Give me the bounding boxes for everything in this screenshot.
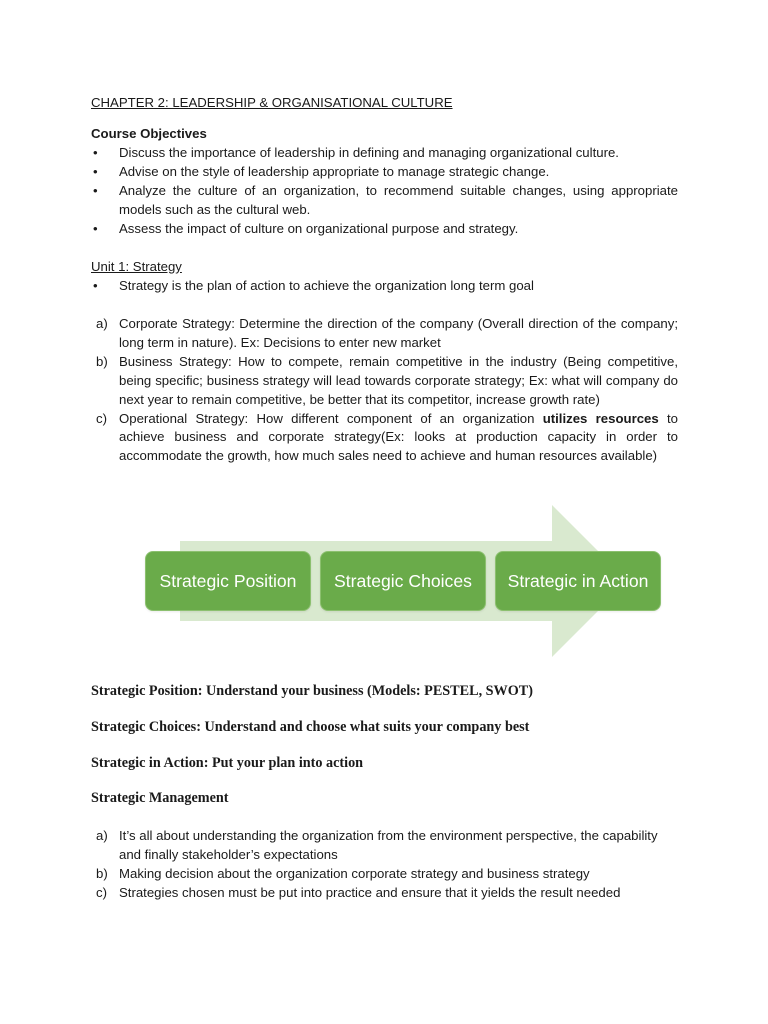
management-item: c) Strategies chosen must be put into practice and ensure that it yields the result needed xyxy=(96,884,621,900)
step-strategic-in-action: Strategic in Action xyxy=(495,551,661,611)
objective-item: • Advise on the style of leadership appropriate to manage strategic change. xyxy=(91,163,678,182)
definition-strategic-position: Strategic Position: Understand your business (Models: PESTEL, SWOT) xyxy=(91,683,533,699)
definition-strategic-choices: Strategic Choices: Understand and choose what suits your company best xyxy=(91,719,530,735)
bullet-icon: • xyxy=(93,278,98,293)
emphasis-text: utilizes resources xyxy=(542,410,659,426)
objective-item: • Analyze the culture of an organization, to recommend suitable changes, using appropriate models such as the cultural web. xyxy=(93,182,678,217)
strategy-type-item: b) Business Strategy: How to compete, remain competitive in the industry (Being competitive, being specific; business strategy will lead towards corporate strategy; Ex: what will company do next year to remain competitive, be better that its competitor, increase growth rate) xyxy=(96,353,678,407)
step-strategic-position: Strategic Position xyxy=(145,551,311,611)
strategic-management-heading: Strategic Management xyxy=(91,790,229,806)
strategy-type-item: a) Corporate Strategy: Determine the direction of the company (Overall direction of the company; long term in nature). Ex: Decisions to enter new market xyxy=(96,316,678,350)
strategy-process-diagram xyxy=(140,505,670,657)
strategy-types-list xyxy=(91,315,678,466)
course-objectives-list xyxy=(91,144,678,239)
chapter-title: CHAPTER 2: LEADERSHIP & ORGANISATIONAL CULTURE xyxy=(91,95,453,110)
management-item: b) Making decision about the organization corporate strategy and business strategy xyxy=(96,865,590,881)
unit1-bullet: • Strategy is the plan of action to achieve the organization long term goal xyxy=(91,277,678,296)
step-strategic-choices: Strategic Choices xyxy=(320,551,486,611)
unit1-bullet-list xyxy=(91,277,678,296)
bullet-icon: • xyxy=(93,220,98,236)
objective-item: • Discuss the importance of leadership in defining and managing organizational culture. xyxy=(91,144,678,163)
definition-strategic-in-action: Strategic in Action: Put your plan into action xyxy=(91,755,364,771)
management-list xyxy=(91,827,678,903)
bullet-icon: • xyxy=(93,145,98,160)
management-item: a) It’s all about understanding the organization from the environment perspective, the capability and finally stakeholder’s expectations xyxy=(96,828,658,862)
strategy-type-item: c) Operational Strategy: How different component of an organization utilizes resources to achieve business and corporate strategy(Ex: looks at production capacity in order to accommodate the growth, how much sales need to achieve and human resources available) xyxy=(96,410,678,464)
objective-item: • Assess the impact of culture on organizational purpose and strategy. xyxy=(91,220,678,239)
bullet-icon: • xyxy=(93,182,98,198)
bullet-icon: • xyxy=(93,163,98,179)
unit1-heading: Unit 1: Strategy xyxy=(91,259,182,274)
course-objectives-heading: Course Objectives xyxy=(91,126,207,141)
